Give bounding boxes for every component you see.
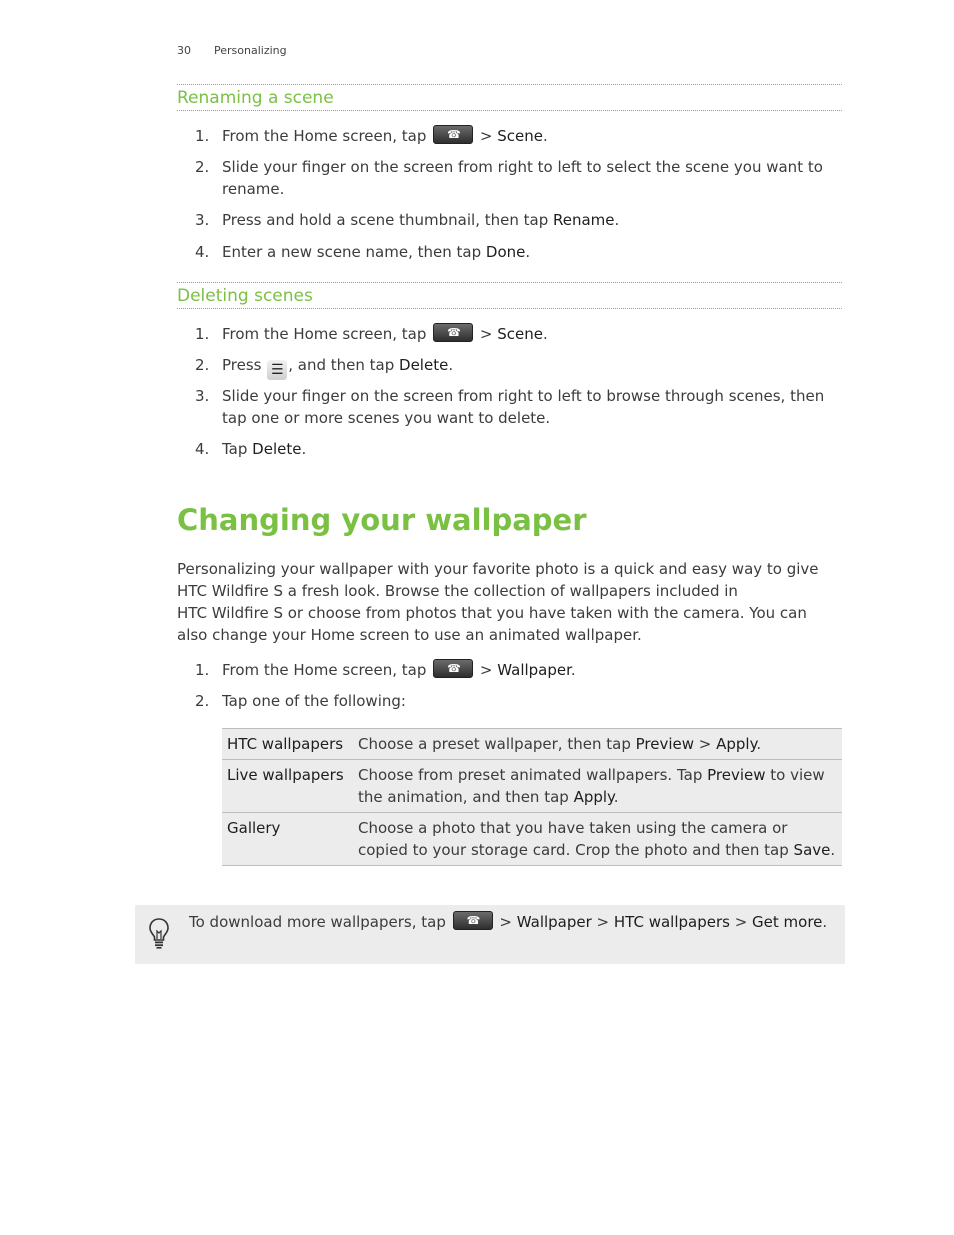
step-number: 2. bbox=[195, 356, 210, 374]
intro-paragraph bbox=[177, 558, 842, 646]
step-separator: > bbox=[475, 127, 498, 145]
tip-separator: > bbox=[591, 913, 614, 931]
tip-text-part: To download more wallpapers, tap bbox=[189, 913, 446, 931]
option-description bbox=[353, 813, 842, 866]
step-text: Press bbox=[222, 356, 267, 374]
step-punct: . bbox=[614, 211, 620, 229]
menu-icon: ☰ bbox=[267, 360, 287, 380]
step-punct: . bbox=[570, 661, 576, 679]
tip-box bbox=[135, 905, 845, 964]
step-text: Tap bbox=[222, 440, 253, 458]
step-text: Press and hold a scene thumbnail, then tap bbox=[222, 211, 553, 229]
step-text: Slide your finger on the screen from right to left to browse through scenes, then bbox=[222, 387, 825, 405]
step-separator: > bbox=[475, 661, 498, 679]
description-text: Choose a photo that you have taken using the camera or copied to your storage card. Crop the photo and then tap bbox=[358, 819, 794, 859]
step-text: , and then tap bbox=[288, 356, 400, 374]
step-text: rename. bbox=[222, 180, 285, 198]
description-text: to view the animation, and then tap bbox=[358, 766, 825, 806]
section-divider-top bbox=[177, 282, 842, 283]
step-number: 1. bbox=[195, 127, 210, 145]
tip-punct: . bbox=[822, 913, 828, 931]
step-punct: . bbox=[543, 325, 548, 343]
section-title-deleting: Deleting scenes bbox=[177, 286, 313, 306]
paragraph-line: HTC Wildfire S or choose from photos that you have taken with the camera. You can bbox=[177, 604, 807, 622]
step-number: 2. bbox=[195, 158, 210, 176]
personalize-button-icon: ☎ bbox=[433, 659, 473, 678]
ui-term-apply: Apply bbox=[573, 788, 614, 806]
chapter-heading: Changing your wallpaper bbox=[177, 503, 587, 537]
ui-term-rename: Rename bbox=[552, 211, 615, 229]
step-separator: > bbox=[475, 325, 498, 343]
ui-term-delete: Delete bbox=[399, 356, 449, 374]
lightbulb-icon bbox=[148, 917, 170, 949]
tip-separator: > bbox=[494, 913, 517, 931]
description-text: > bbox=[694, 735, 717, 753]
step-text: From the Home screen, tap bbox=[222, 661, 427, 679]
description-text: . bbox=[756, 735, 762, 753]
step-punct: . bbox=[301, 440, 307, 458]
ui-term-htc-wallpapers: HTC wallpapers bbox=[613, 913, 730, 931]
step-punct: . bbox=[525, 243, 531, 261]
section-title-renaming: Renaming a scene bbox=[177, 88, 334, 108]
step-number: 3. bbox=[195, 387, 210, 405]
step-text: From the Home screen, tap bbox=[222, 325, 427, 343]
paragraph-line: also change your Home screen to use an animated wallpaper. bbox=[177, 626, 642, 644]
ui-term-done: Done bbox=[485, 243, 526, 261]
page-header bbox=[177, 44, 287, 57]
ui-term-scene: Scene bbox=[497, 127, 543, 145]
personalize-button-icon: ☎ bbox=[453, 911, 493, 930]
section-divider-bottom bbox=[177, 110, 842, 111]
option-name: HTC wallpapers bbox=[222, 729, 353, 760]
option-description bbox=[353, 760, 842, 813]
description-text: . bbox=[830, 841, 836, 859]
step-number: 2. bbox=[195, 692, 210, 710]
option-name: Gallery bbox=[222, 813, 353, 866]
step-text: Enter a new scene name, then tap bbox=[222, 243, 486, 261]
wallpaper-options-table bbox=[222, 728, 842, 866]
step-text: tap one or more scenes you want to delete. bbox=[222, 409, 551, 427]
ui-term-delete: Delete bbox=[252, 440, 302, 458]
section-divider-top bbox=[177, 84, 842, 85]
description-text: . bbox=[613, 788, 619, 806]
description-text: Choose from preset animated wallpapers. Tap bbox=[358, 766, 708, 784]
step-number: 4. bbox=[195, 243, 210, 261]
chapter-name: Personalizing bbox=[214, 44, 287, 57]
ui-term-wallpaper: Wallpaper bbox=[516, 913, 592, 931]
ui-term-get-more: Get more bbox=[752, 913, 823, 931]
ui-term-preview: Preview bbox=[707, 766, 766, 784]
paragraph-line: Personalizing your wallpaper with your favorite photo is a quick and easy way to give bbox=[177, 560, 819, 578]
table-row bbox=[222, 813, 842, 866]
step-text: Slide your finger on the screen from right to left to select the scene you want to bbox=[222, 158, 823, 176]
table-row bbox=[222, 729, 842, 760]
section-divider-bottom bbox=[177, 308, 842, 309]
personalize-button-icon: ☎ bbox=[433, 125, 473, 144]
step-punct: . bbox=[448, 356, 454, 374]
description-text: Choose a preset wallpaper, then tap bbox=[358, 735, 636, 753]
step-number: 1. bbox=[195, 325, 210, 343]
personalize-button-icon: ☎ bbox=[433, 323, 473, 342]
ui-term-preview: Preview bbox=[635, 735, 694, 753]
step-number: 3. bbox=[195, 211, 210, 229]
tip-separator: > bbox=[729, 913, 753, 931]
step-text: Tap one of the following: bbox=[222, 692, 406, 710]
ui-term-scene: Scene bbox=[497, 325, 543, 343]
step-text: From the Home screen, tap bbox=[222, 127, 427, 145]
page-number: 30 bbox=[177, 44, 191, 57]
option-description bbox=[353, 729, 842, 760]
ui-term-wallpaper: Wallpaper bbox=[497, 661, 571, 679]
step-number: 4. bbox=[195, 440, 210, 458]
option-name: Live wallpapers bbox=[222, 760, 353, 813]
ui-term-save: Save bbox=[793, 841, 831, 859]
step-punct: . bbox=[543, 127, 548, 145]
step-number: 1. bbox=[195, 661, 210, 679]
paragraph-line: HTC Wildfire S a fresh look. Browse the collection of wallpapers included in bbox=[177, 582, 738, 600]
tip-text bbox=[189, 911, 829, 933]
ui-term-apply: Apply bbox=[716, 735, 757, 753]
table-row bbox=[222, 760, 842, 813]
